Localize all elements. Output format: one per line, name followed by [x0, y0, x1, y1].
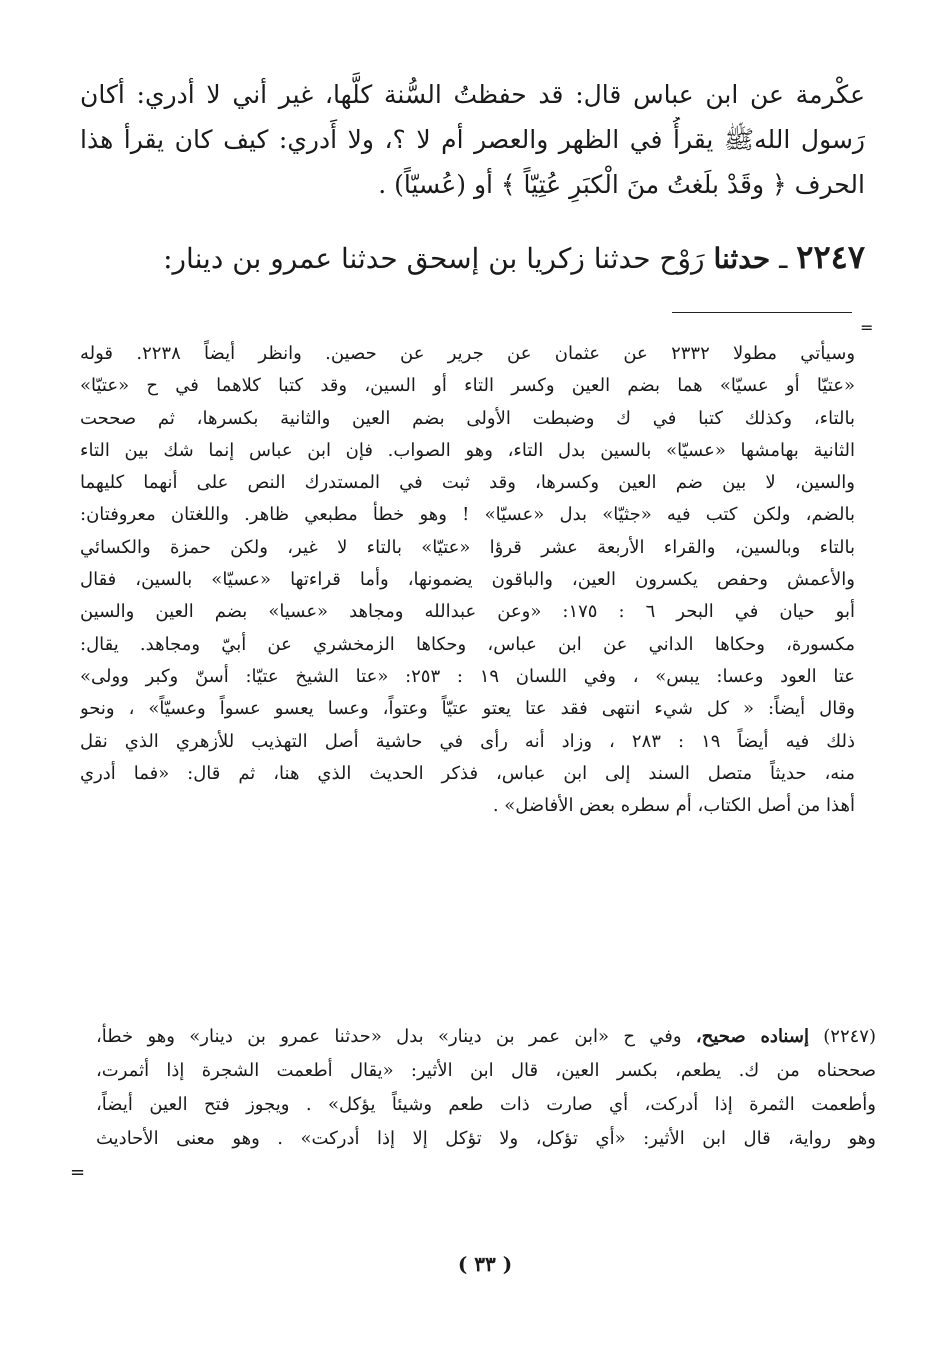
page-number: ( ٣٣ ): [457, 1252, 513, 1276]
footnote-2247: [96, 1020, 876, 1156]
main-line-1: عكْرمة عن ابن عباس قال: قد حفظتُ السُّنة كلَّها، غير أني لا أدري: أكان: [80, 80, 865, 109]
footnote-line: بالتاء، وكذلك كتبا في ك وضبطت الأولى بضم العين والثانية بكسرها، ثم صححت: [80, 407, 855, 429]
hadith-heading: [80, 232, 865, 284]
continuation-mark-bottom: =: [70, 1162, 86, 1183]
footnote-line: وقال أيضاً: « كل شيء انتهى فقد عتا يعتو عتيّاً وعتواً، وعسا يعسو عسواً وعسيّاً» ، ونحو: [80, 698, 855, 720]
hadith-number: ٢٢٤٧: [796, 238, 865, 276]
hadith-dash: ـ: [779, 242, 788, 275]
footnote-first-line: [96, 1020, 876, 1054]
footnote-line: والأعمش وحفص يكسرون العين، والباقون يضمونها، وأما قراءتها «عسيّا» بالسين، فقال: [80, 569, 855, 591]
footnote-line: «عتيّا أو عسيّا» هما بضم العين وكسر التاء أو السين، وقد كتبا كلاهما في ح «عتيّا»: [80, 375, 855, 397]
footnote-label: إسناده صحيح،: [695, 1026, 809, 1047]
main-line-2: رَسول اللهﷺ يقرأُ في الظهر والعصر أم لا ؟، ولا أَدري: كيف كان يقرأ هذا: [80, 125, 865, 154]
footnote-first-rest: وفي ح «ابن عمر بن دينار» بدل «حدثنا عمرو بن دينار» وهو خطأ،: [96, 1026, 682, 1047]
footnote-line: منه، حديثاً متصل السند إلى ابن عباس، فذكر الحديث الذي هنا، ثم قال: «فما أدري: [80, 762, 855, 784]
footnote-line: وسيأتي مطولا ٢٣٣٢ عن عثمان عن جرير عن حصين. وانظر أيضاً ٢٢٣٨. قوله: [80, 343, 855, 364]
footnote-line: وهو رواية، قال ابن الأثير: «أي تؤكل، ولا تؤكل إلا إذا أدركت» . وهو معنى الأحاديث: [96, 1128, 876, 1149]
continuation-mark-top: =: [860, 318, 874, 337]
footnote-line: بالضم، ولكن كتب فيه «جثيّا» بدل «عسيّا» ! وهو خطأ مطبعي ظاهر. واللغتان معروفتان:: [80, 504, 855, 526]
footnote-line: الثانية بهامشها «عسيّا» بالسين بدل التاء، وهو الصواب. فإن ابن عباس إنما شك بين التاء: [80, 439, 855, 461]
footnote-line: بالتاء وبالسين، والقراء الأربعة عشر قرؤا «عتيّا» بالتاء لا غير، ولكن حمزة والكسائي: [80, 536, 855, 558]
footnote-previous: [80, 338, 855, 822]
footnote-number: (٢٢٤٧): [823, 1026, 876, 1047]
footnote-line: ذلك فيه أيضاً ١٩ : ٢٨٣ ، وزاد أنه رأى في حاشية أصل التهذيب للأزهري الذي نقل: [80, 730, 855, 752]
footnote-line: وأطعمت الثمرة إذا أدركت، أي صارت ذات طعم وشيئاً يؤكل» . ويجوز فتح العين أيضاً،: [96, 1094, 876, 1115]
hadith-text: رَوْح حدثنا زكريا بن إسحق حدثنا عمرو بن دينار:: [163, 242, 705, 275]
footnote-line: عتا العود وعسا: يبس» ، وفي اللسان ١٩ : ٢٥٣: «عتا الشيخ عتيّا: أسنّ وكبر وولى»: [80, 665, 855, 687]
footnote-line: صححناه من ك. يطعم، بكسر العين، قال ابن الأثير: «يقال أطعمت الشجرة إذا أثمرت،: [96, 1060, 876, 1081]
footnote-line: أهذا من أصل الكتاب، أم سطره بعض الأفاضل» .: [492, 795, 855, 817]
footnote-line: والسين، لا بين ضم العين وكسرها، وقد ثبت في المستدرك النص على أنهما كليهما: [80, 472, 855, 494]
footnote-line: مكسورة، وحكاها الداني عن ابن عباس، وحكاها الزمخشري عن أبيّ ومجاهد. يقال:: [80, 633, 855, 655]
hadith-lead: حدثنا: [713, 242, 771, 275]
footnote-line: أبو حيان في البحر ٦ : ١٧٥: «وعن عبدالله ومجاهد «عسيا» بضم العين والسين: [80, 601, 855, 623]
footnote-divider: [672, 312, 852, 313]
main-line-3: الحرف ﴿ وقَدْ بلَغتُ منَ الْكبَرِ عُتِيّاً ﴾ أو (عُسيّاً) .: [378, 170, 865, 199]
main-text: [80, 72, 865, 207]
